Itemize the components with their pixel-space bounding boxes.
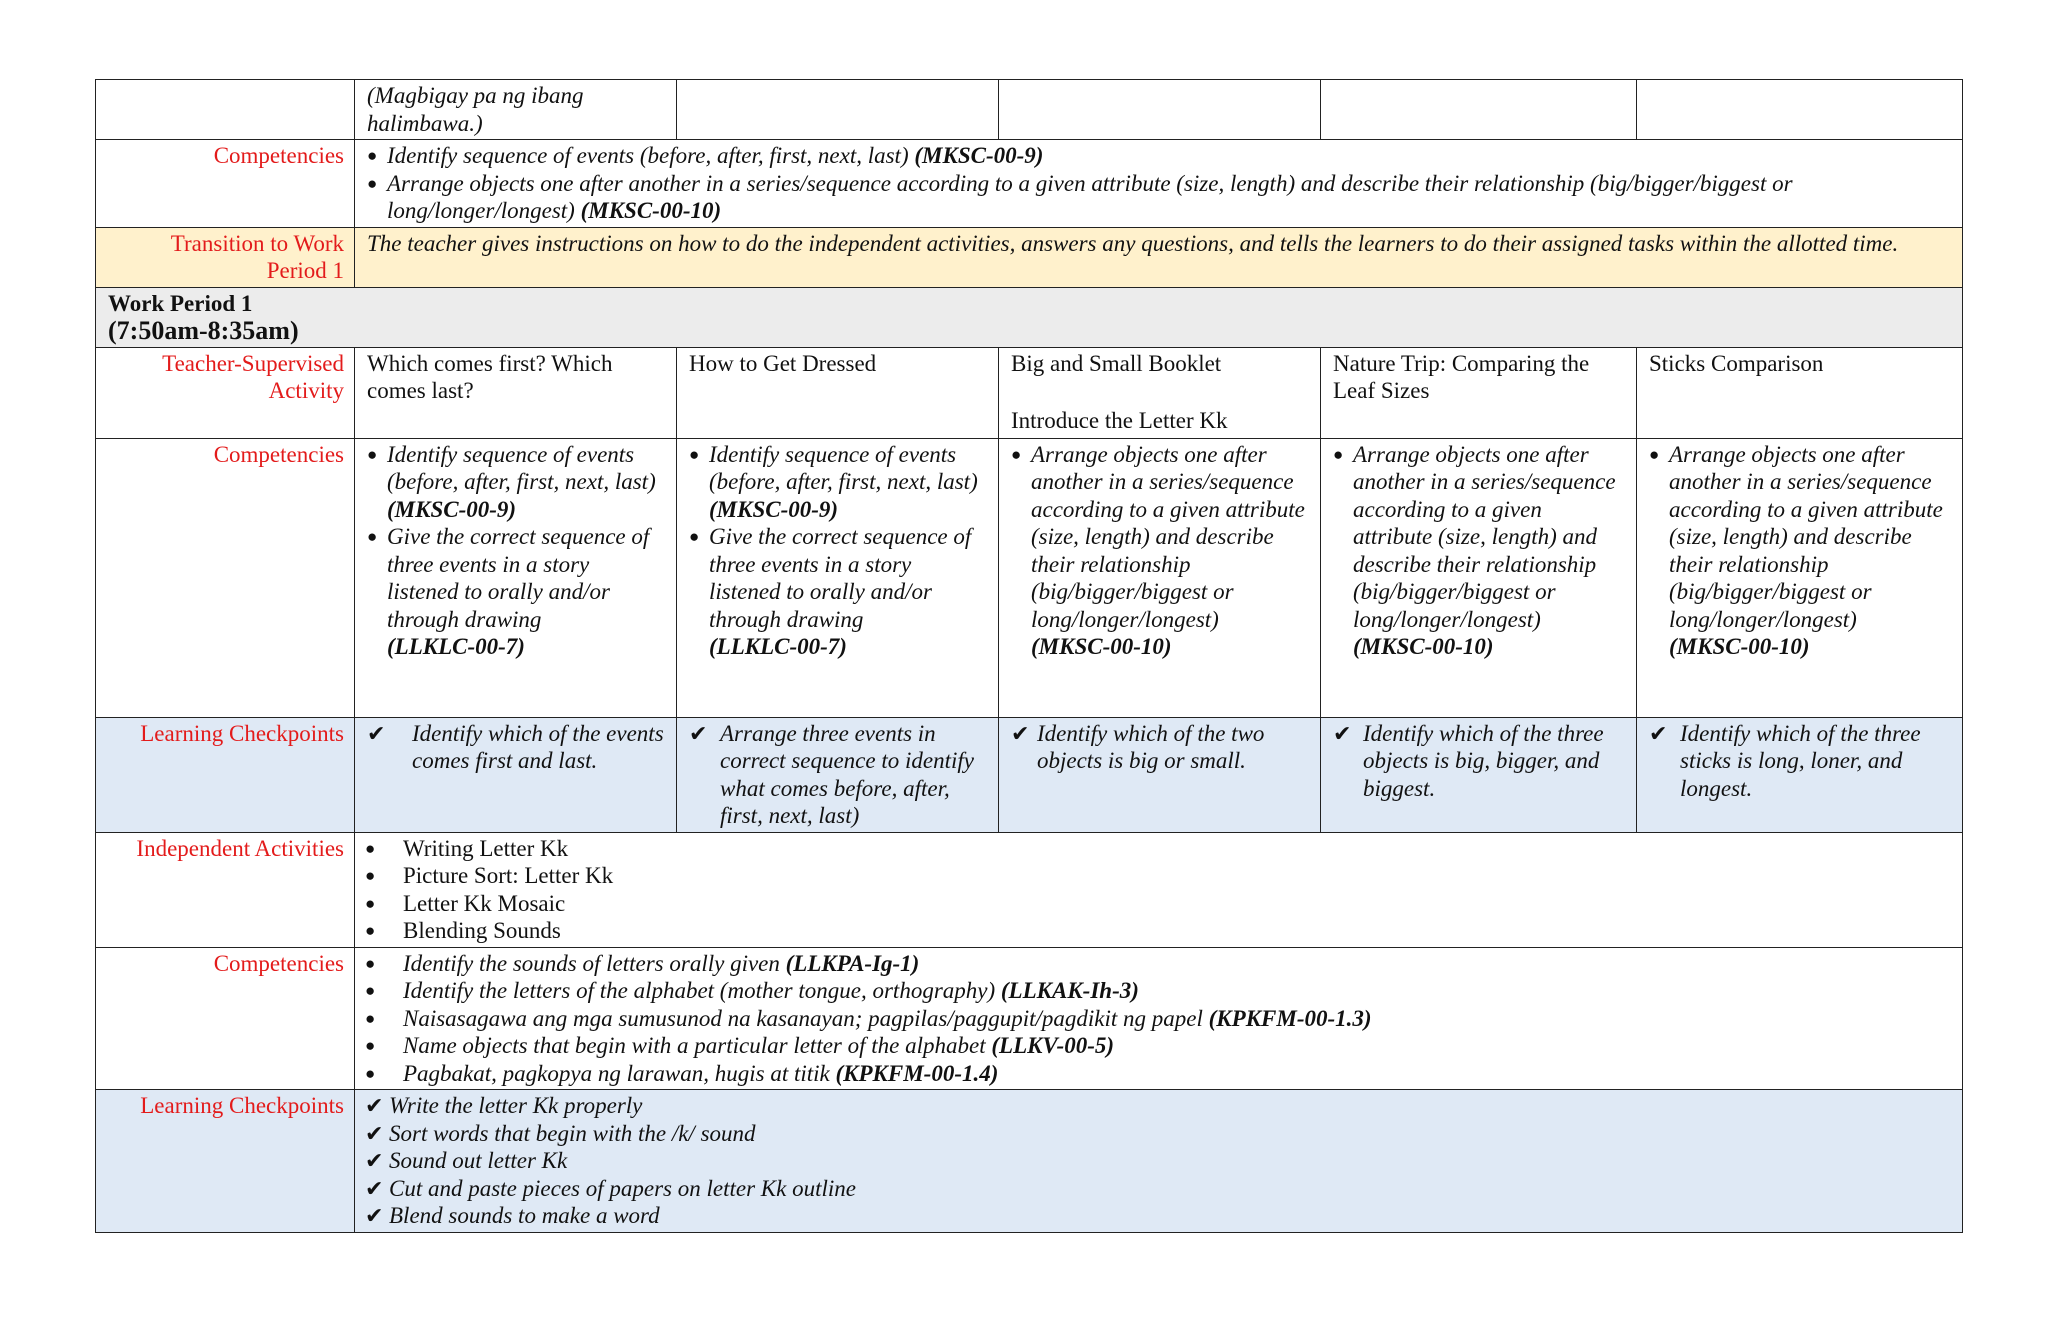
competency-list: [367, 142, 1952, 225]
checkpoint-item: ✔ Sound out letter Kk: [355, 1147, 1952, 1175]
competency-cell: [677, 438, 999, 717]
checkpoint-item: ✔ Write the letter Kk properly: [355, 1092, 1952, 1120]
competency-item: ● Pagbakat, pagkopya ng larawan, hugis at titik (KPKFM-00-1.4): [355, 1060, 1952, 1088]
checkpoint-cell: [677, 717, 999, 832]
checkpoints-cell: [355, 1090, 1963, 1233]
competency-cell: [1637, 438, 1963, 717]
work-period-cell: [96, 287, 1963, 347]
independent-cell: [355, 832, 1963, 947]
competency-item: ● Give the correct sequence of three events in a story listened to orally and/or through drawing (LLKLC-00-7): [689, 523, 988, 661]
independent-item: ● Picture Sort: Letter Kk: [355, 862, 1952, 890]
checkpoint-item: ✔ Identify which of the three objects is big, bigger, and biggest.: [1333, 720, 1626, 803]
checkpoint-cell: [355, 717, 677, 832]
transition-label: Transition to Work Period 1: [96, 227, 355, 287]
competency-item: ● Naisasagawa ang mga sumusunod na kasanayan; pagpilas/paggupit/pagdikit ng papel (KPKFM-00-1.3): [355, 1005, 1952, 1033]
activity-cell: Nature Trip: Comparing the Leaf Sizes: [1321, 347, 1637, 438]
work-period-title: Work Period 1: [108, 290, 253, 316]
checkpoints-row: [96, 717, 1963, 832]
top-row: [96, 80, 1963, 140]
transition-text: The teacher gives instructions on how to do the independent activities, answers any questions, and tells the learners to do their assigned tasks within the allotted time.: [355, 227, 1963, 287]
work-period-row: [96, 287, 1963, 347]
independent-list: [355, 835, 1952, 945]
empty-cell: [999, 80, 1321, 140]
competency-item: ● Identify the sounds of letters orally given (LLKPA-Ig-1): [355, 950, 1952, 978]
competency-item: ● Identify sequence of events (before, after, first, next, last) (MKSC-00-9): [367, 142, 1952, 170]
checkpoint-item: ✔ Blend sounds to make a word: [355, 1202, 1952, 1230]
competency-cell: [999, 438, 1321, 717]
competencies-label: Competencies: [96, 140, 355, 228]
work-period-time: (7:50am-8:35am): [108, 316, 299, 345]
checkpoint-item: ✔ Identify which of the two objects is big or small.: [1011, 720, 1310, 775]
competencies-cell: [355, 140, 1963, 228]
competency-item: ● Identify the letters of the alphabet (mother tongue, orthography) (LLKAK-Ih-3): [355, 977, 1952, 1005]
checkpoint-cell: [999, 717, 1321, 832]
empty-cell: [1637, 80, 1963, 140]
competency-item: ● Arrange objects one after another in a series/sequence according to a given attribute (size, length) and describe their relationship (big/bigger/biggest or long/longer/longest) (MKSC-00-10): [1649, 441, 1952, 661]
competencies-cell: [355, 947, 1963, 1090]
transition-row: [96, 227, 1963, 287]
competency-item: ● Arrange objects one after another in a series/sequence according to a given attribute (size, length) and describe their relationship (big/bigger/biggest or long/longer/longest) (MKSC-00-10): [367, 170, 1952, 225]
empty-cell: [677, 80, 999, 140]
independent-competencies-row: [96, 947, 1963, 1090]
example-note: (Magbigay pa ng ibang halimbawa.): [355, 80, 677, 140]
activity-cell: Sticks Comparison: [1637, 347, 1963, 438]
checkpoint-item: ✔ Arrange three events in correct sequence to identify what comes before, after, first, next, last): [689, 720, 988, 830]
checkpoints-label: Learning Checkpoints: [96, 1090, 355, 1233]
competencies-label: Competencies: [96, 947, 355, 1090]
independent-row: [96, 832, 1963, 947]
competency-cell: [355, 438, 677, 717]
activity-cell: Big and Small Booklet Introduce the Letter Kk: [999, 347, 1321, 438]
competency-item: ● Identify sequence of events (before, after, first, next, last) (MKSC-00-9): [689, 441, 988, 524]
teacher-supervised-row: [96, 347, 1963, 438]
independent-item: ● Writing Letter Kk: [355, 835, 1952, 863]
checkpoint-item: ✔ Cut and paste pieces of papers on letter Kk outline: [355, 1175, 1952, 1203]
checkpoints-label: Learning Checkpoints: [96, 717, 355, 832]
competency-cell: [1321, 438, 1637, 717]
teacher-supervised-label: Teacher-Supervised Activity: [96, 347, 355, 438]
independent-item: ● Letter Kk Mosaic: [355, 890, 1952, 918]
competency-item: ● Name objects that begin with a particular letter of the alphabet (LLKV-00-5): [355, 1032, 1952, 1060]
checkpoint-item: ✔ Identify which of the events comes first and last.: [367, 720, 666, 775]
empty-cell: [1321, 80, 1637, 140]
activity-cell: Which comes first? Which comes last?: [355, 347, 677, 438]
activity-cell: How to Get Dressed: [677, 347, 999, 438]
activity-competencies-row: [96, 438, 1963, 717]
competency-item: ● Give the correct sequence of three events in a story listened to orally and/or through drawing (LLKLC-00-7): [367, 523, 666, 661]
empty-label-cell: [96, 80, 355, 140]
checkpoint-cell: [1637, 717, 1963, 832]
checkpoint-cell: [1321, 717, 1637, 832]
independent-label: Independent Activities: [96, 832, 355, 947]
checkpoints-row: [96, 1090, 1963, 1233]
competency-item: ● Identify sequence of events (before, after, first, next, last) (MKSC-00-9): [367, 441, 666, 524]
checkpoint-item: ✔ Sort words that begin with the /k/ sound: [355, 1120, 1952, 1148]
competencies-label: Competencies: [96, 438, 355, 717]
competency-item: ● Arrange objects one after another in a series/sequence according to a given attribute (size, length) and describe their relationship (big/bigger/biggest or long/longer/longest) (MKSC-00-10): [1011, 441, 1310, 661]
competencies-row: [96, 140, 1963, 228]
independent-item: ● Blending Sounds: [355, 917, 1952, 945]
checkpoint-item: ✔ Identify which of the three sticks is long, loner, and longest.: [1649, 720, 1952, 803]
lesson-plan-table: [95, 79, 1963, 1233]
competency-item: ● Arrange objects one after another in a series/sequence according to a given attribute (size, length) and describe their relationship (big/bigger/biggest or long/longer/longest) (MKSC-00-10): [1333, 441, 1626, 661]
